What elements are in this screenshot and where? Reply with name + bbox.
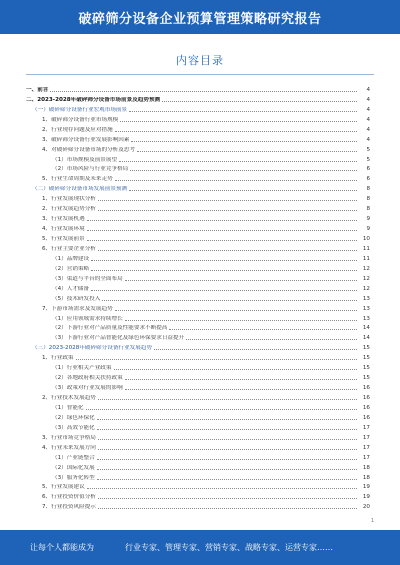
toc-entry-page: 13 [362,305,370,312]
toc-entry-page: 4 [366,136,370,143]
toc-dot-leader [115,310,357,311]
toc-dot-leader [125,389,357,390]
toc-entry[interactable] [26,342,370,352]
toc-dot-leader [98,210,357,211]
toc-entry-label: （1）应用领域需求持续增长 [52,315,123,322]
toc-entry-label: （5）技术研发投入 [52,295,101,302]
toc-entry[interactable] [26,114,370,124]
toc-entry[interactable] [26,283,370,293]
toc-title: 内容目录 [176,54,224,67]
toc-entry-label: （2）绿色环保化 [52,414,95,421]
toc-entry[interactable] [26,293,370,303]
toc-entry-label: 一、前言 [26,86,49,93]
table-of-contents [26,84,370,511]
toc-dot-leader [91,290,357,291]
toc-entry[interactable] [26,412,370,422]
toc-dot-leader [98,449,357,450]
toc-entry-page: 12 [362,285,370,292]
toc-entry-page: 8 [366,196,370,203]
toc-entry-page: 15 [362,365,370,372]
toc-dot-leader [186,339,357,340]
toc-entry-page: 19 [362,494,370,501]
report-footer [0,530,400,565]
toc-entry[interactable] [26,422,370,432]
toc-entry-page: 18 [362,464,370,471]
toc-entry-page: 13 [362,315,370,322]
toc-entry-label: 7、下游市场需求及发展趋势 [42,305,113,312]
toc-dot-leader [86,409,357,410]
toc-entry-label: 3、行业发展机遇 [42,216,85,223]
toc-entry[interactable] [26,193,370,203]
toc-entry-page: 5 [366,156,370,163]
toc-entry[interactable] [26,84,370,94]
toc-entry-page: 13 [362,295,370,302]
toc-entry-page: 5 [366,146,370,153]
toc-entry-page: 16 [362,414,370,421]
toc-entry-page: 17 [362,454,370,461]
toc-entry-label: （3）下游行业对产品智能化及绿色环保要求日益提升 [52,335,185,342]
toc-dot-leader [76,359,357,360]
toc-entry-page: 12 [362,265,370,272]
toc-entry[interactable] [26,134,370,144]
toc-entry[interactable] [26,104,370,114]
toc-entry[interactable] [26,253,370,263]
toc-entry-page: 17 [362,444,370,451]
toc-entry-label: 4、对破碎筛分设备市场的分析及思考 [42,146,136,153]
toc-dot-leader [125,280,357,281]
toc-dot-leader [102,300,357,301]
toc-dot-leader [125,320,357,321]
toc-entry[interactable] [26,452,370,462]
toc-entry[interactable] [26,173,370,183]
toc-entry-label: （1）市场规模及前景展望 [52,156,118,163]
toc-dot-leader [98,399,357,400]
toc-dot-leader [97,419,357,420]
toc-entry-page: 10 [362,236,370,242]
toc-entry[interactable] [26,164,370,174]
page-number: 1 [370,518,374,524]
toc-entry-label: 1、破碎筛分设备行业市场规模 [42,116,119,123]
toc-entry-page: 8 [366,186,370,193]
toc-entry-page: 17 [362,434,370,441]
toc-entry[interactable] [26,94,370,104]
toc-entry[interactable] [26,332,370,342]
toc-dot-leader [119,161,357,162]
toc-entry-page: 4 [366,86,370,93]
toc-dot-leader [87,230,357,231]
toc-entry-page: 11 [362,255,370,262]
toc-entry[interactable] [26,462,370,472]
toc-entry-label: （2）市场风险与行业竞争格局 [52,166,129,173]
toc-entry[interactable] [26,372,370,382]
toc-entry-label: （2）各地政府相关扶持政策 [52,375,123,382]
toc-entry[interactable] [26,392,370,402]
toc-dot-leader [87,240,357,241]
toc-entry-page: 14 [362,325,370,332]
toc-entry[interactable] [26,233,370,243]
toc-entry-page: 20 [362,504,370,511]
toc-entry-page: 18 [362,474,370,481]
toc-entry-label: 5、行业发展建议 [42,484,85,491]
toc-entry-page: 16 [362,395,370,401]
toc-entry-label: 2、行业现存问题及应对措施 [42,126,113,133]
toc-entry-label: 4、行业未来发展方向 [42,444,96,451]
toc-entry-label: （1）产业链整合 [52,454,95,461]
toc-entry[interactable] [26,472,370,482]
toc-dot-leader [137,151,357,152]
toc-dot-leader [162,101,357,102]
toc-entry-page: 9 [366,216,370,223]
toc-entry[interactable] [26,501,370,511]
toc-entry-page: 4 [366,106,370,113]
toc-entry-label: 5、行业生命周期及未来走势 [42,176,113,183]
toc-entry-page: 8 [366,206,370,213]
toc-entry-label: 二、2023-2028年破碎筛分设备市场前景及趋势预测 [26,96,161,103]
toc-entry[interactable] [26,482,370,492]
toc-entry[interactable] [26,124,370,134]
toc-entry[interactable] [26,223,370,233]
toc-entry-label: （3）渠道与平台的全面布局 [52,275,123,282]
toc-entry-label: （一）破碎筛分设备行业宏观市场前景 [32,106,128,113]
toc-dot-leader [97,459,357,460]
toc-entry[interactable] [26,154,370,164]
toc-dot-leader [97,479,357,480]
report-title: 破碎筛分设备企业预算管理策略研究报告 [78,11,322,27]
toc-entry[interactable] [26,183,370,193]
toc-dot-leader [115,180,357,181]
toc-entry-page: 12 [362,275,370,282]
toc-entry[interactable] [26,243,370,253]
toc-entry-label: （2）营销策略 [52,265,90,272]
toc-entry-page: 19 [362,484,370,491]
toc-entry-page: 17 [362,424,370,431]
toc-entry[interactable] [26,313,370,323]
toc-entry-page: 4 [366,126,370,133]
toc-entry-label: （三）2023-2028年破碎筛分设备行业发展趋势 [32,345,152,352]
toc-entry-page: 16 [362,385,370,392]
toc-dot-leader [91,270,357,271]
toc-entry-label: 3、行业市场竞争格局 [42,434,96,441]
toc-entry-page: 16 [362,404,370,411]
toc-entry[interactable] [26,352,370,362]
toc-dot-leader [97,429,357,430]
toc-entry-label: （2）下游行业对产品质量及性能要求不断提高 [52,325,168,332]
toc-entry-page: 11 [362,245,370,252]
toc-entry-label: （1）行业相关产业政策 [52,365,112,372]
toc-entry-label: 3、破碎筛分设备行业发展影响因素 [42,136,130,143]
toc-entry-label: 4、行业发展环境 [42,226,85,233]
toc-dot-leader [114,369,358,370]
toc-entry-label: （3）高效节能化 [52,424,95,431]
toc-entry-page: 6 [366,166,370,173]
toc-dot-leader [130,170,357,171]
toc-dot-leader [169,329,357,330]
toc-dot-leader [129,111,357,112]
toc-divider [26,74,374,75]
toc-dot-leader [87,488,357,489]
toc-dot-leader [98,439,357,440]
toc-entry[interactable] [26,362,370,372]
toc-entry-page: 9 [366,226,370,233]
toc-entry-label: 1、行业发展现状分析 [42,196,96,203]
toc-entry-page: 4 [366,96,370,103]
toc-entry[interactable] [26,213,370,223]
toc-entry-label: 2、行业发展趋势分析 [42,206,96,213]
toc-entry[interactable] [26,491,370,501]
toc-entry-label: 7、行业投资风险提示 [42,504,96,511]
toc-dot-leader [98,498,357,499]
toc-entry[interactable] [26,144,370,154]
toc-entry-page: 4 [366,116,370,123]
toc-dot-leader [98,250,357,251]
toc-entry-label: （1）智能化 [52,404,84,411]
toc-entry[interactable] [26,203,370,213]
footer-brand: 让每个人都能成为 [30,543,94,552]
toc-entry-label: （4）人才储备 [52,285,90,292]
report-header [0,0,400,34]
toc-entry-label: 6、行业投资价值分析 [42,494,96,501]
toc-entry[interactable] [26,382,370,392]
toc-entry-label: （2）国际化发展 [52,464,95,471]
toc-entry-label: （二）破碎筛分设备市场发展前景预测 [32,186,128,193]
toc-entry[interactable] [26,402,370,412]
toc-entry-page: 15 [362,375,370,382]
toc-dot-leader [120,121,357,122]
toc-dot-leader [91,260,357,261]
toc-entry[interactable] [26,442,370,452]
toc-entry[interactable] [26,303,370,313]
toc-entry-page: 15 [362,355,370,362]
toc-entry[interactable] [26,432,370,442]
toc-entry[interactable] [26,323,370,333]
toc-dot-leader [98,200,357,201]
toc-dot-leader [129,190,357,191]
toc-entry-page: 15 [362,345,370,352]
toc-dot-leader [97,469,357,470]
toc-entry-label: 2、行业技术发展趋势 [42,395,96,401]
footer-slogan: 行业专家、管理专家、营销专家、战略专家、运营专家…… [125,543,333,552]
toc-dot-leader [125,379,357,380]
toc-dot-leader [98,508,357,509]
toc-entry[interactable] [26,263,370,273]
toc-entry-label: 5、行业发展前景 [42,236,85,242]
toc-entry-label: （3）政策对行业发展的影响 [52,385,123,392]
toc-entry-label: 6、行业主要企业分析 [42,245,96,252]
toc-entry-page: 14 [362,335,370,342]
toc-dot-leader [131,141,357,142]
toc-entry-label: 1、行业政策 [42,355,74,362]
toc-dot-leader [50,91,357,92]
toc-entry-label: （1）品牌建设 [52,255,90,262]
toc-entry-label: （3）服务化转型 [52,474,95,481]
toc-dot-leader [115,131,357,132]
toc-entry-page: 6 [366,176,370,183]
toc-dot-leader [87,220,357,221]
toc-dot-leader [154,349,357,350]
toc-entry[interactable] [26,273,370,283]
